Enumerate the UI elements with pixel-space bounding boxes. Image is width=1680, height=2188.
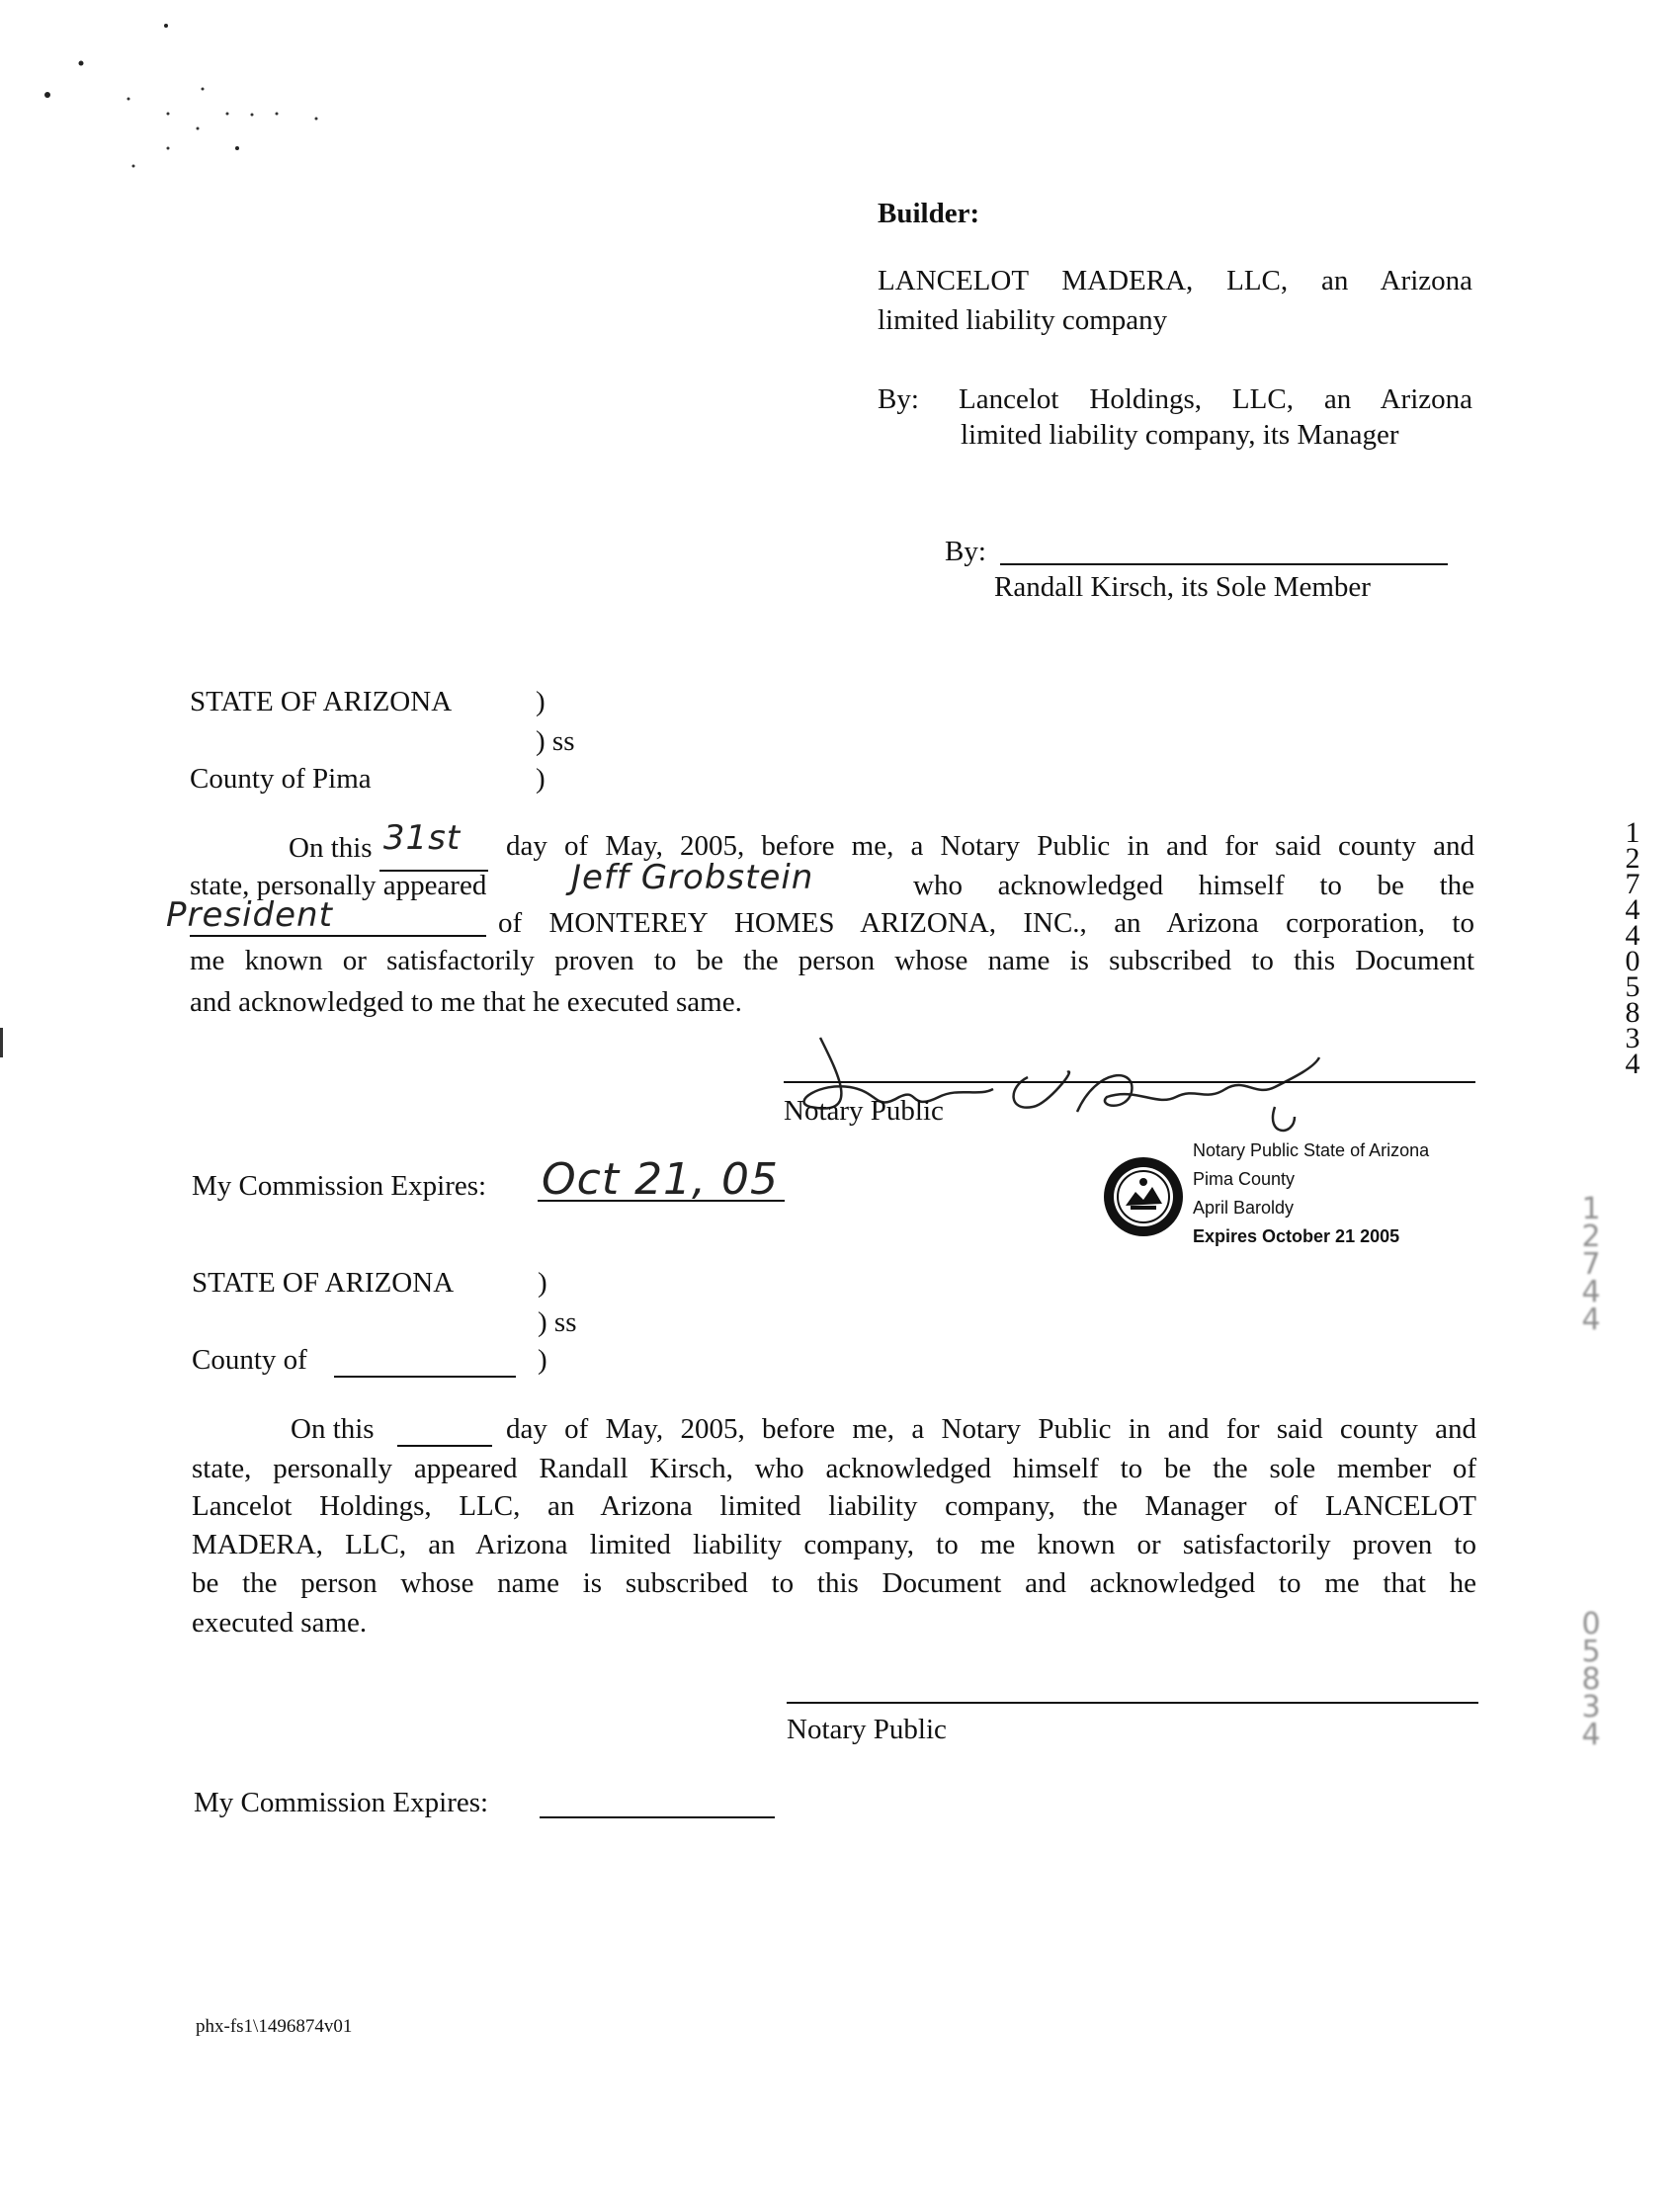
ack2-line5: be the person whose name is subscribed to this Document and acknowledged to me that he [192,1567,1476,1599]
margin-stamp-smudge-1: 12744 [1581,1192,1601,1337]
ack1-on-this: On this [289,832,373,864]
ack1-commission-handwritten: Oct 21, 05 [542,1154,780,1205]
ack2-line4: MADERA, LLC, an Arizona limited liability company, to me known or satisfactorily proven to [192,1529,1476,1560]
seal-line-2: Pima County [1193,1169,1296,1189]
ack2-line6: executed same. [192,1607,368,1639]
notary-seal-emblem [1101,1154,1186,1239]
speckle-graphic [40,20,336,168]
ack1-line1-rest: day of May, 2005, before me, a Notary Public in and for said county and [506,830,1474,862]
ack2-day-field [397,1445,492,1447]
builder-by1-line2: limited liability company, its Manager [961,419,1399,451]
ack1-line3-rest: of MONTEREY HOMES ARIZONA, INC., an Arizona corporation, to [498,907,1474,939]
ack2-county-field [334,1376,516,1378]
ack1-notary-label: Notary Public [784,1095,944,1127]
ack2-line1-rest: day of May, 2005, before me, a Notary Public in and for said county and [506,1413,1476,1445]
ack2-county: County of [192,1344,307,1376]
margin-stamp-smudge-2: 05834 [1581,1607,1601,1752]
builder-company-line2: limited liability company [878,304,1168,336]
ack2-notary-signature-line [787,1702,1478,1704]
builder-by1-label: By: [878,383,919,415]
ack1-title-field [190,935,486,937]
ack1-line5: and acknowledged to me that he executed same. [190,986,742,1018]
ack1-county: County of Pima [190,763,372,795]
ack1-day-handwritten: 31st [382,818,462,858]
seal-line-3: April Baroldy [1193,1198,1295,1218]
ack2-paren-1: ) [538,1267,547,1299]
ack2-state: STATE OF ARIZONA [192,1267,455,1299]
ack2-line2: state, personally appeared Randall Kirsch, who acknowledged himself to be the sole member of [192,1453,1476,1484]
scan-speckles [40,20,336,168]
ack1-paren-1: ) [536,686,546,717]
ack2-on-this: On this [291,1413,375,1445]
ack1-state: STATE OF ARIZONA [190,686,453,717]
state-seal-icon [1101,1154,1186,1239]
ack2-commission-field [540,1816,775,1818]
ack1-paren-3: ) [536,763,546,795]
ack1-notary-signature-line [784,1081,1475,1083]
seal-line-1: Notary Public State of Arizona [1193,1140,1430,1160]
ack2-paren-3: ) [538,1344,547,1376]
ack1-line2-start: state, personally appeared [190,870,487,901]
ack1-line4: me known or satisfactorily proven to be the person whose name is subscribed to this Document [190,945,1474,976]
ack1-ss: ) ss [536,725,575,757]
seal-line-4: Expires October 21 2005 [1193,1226,1400,1246]
footer-document-id: phx-fs1\1496874v01 [196,2016,353,2037]
builder-heading: Builder: [878,198,980,229]
ack1-name-handwritten: Jeff Grobstein [571,858,814,897]
ack2-notary-label: Notary Public [787,1714,947,1745]
ack2-ss: ) ss [538,1306,577,1338]
left-edge-mark [0,1028,3,1057]
ack1-title-handwritten: President [166,895,333,935]
ack2-line3: Lancelot Holdings, LLC, an Arizona limited liability company, the Manager of LANCELOT [192,1490,1476,1522]
ack1-commission-label: My Commission Expires: [192,1170,487,1202]
builder-by2-label: By: [945,536,986,567]
builder-company-line1: LANCELOT MADERA, LLC, an Arizona [878,265,1472,296]
ack1-line2-end: who acknowledged himself to be the [913,870,1474,901]
notary-seal-text [1193,1136,1429,1251]
ack2-commission-label: My Commission Expires: [194,1787,489,1818]
builder-signature-line [1000,563,1448,565]
builder-signer-name: Randall Kirsch, its Sole Member [994,571,1371,603]
margin-recording-number: 12744 05834 [1625,816,1640,1080]
builder-by1-line1: Lancelot Holdings, LLC, an Arizona [959,383,1472,415]
